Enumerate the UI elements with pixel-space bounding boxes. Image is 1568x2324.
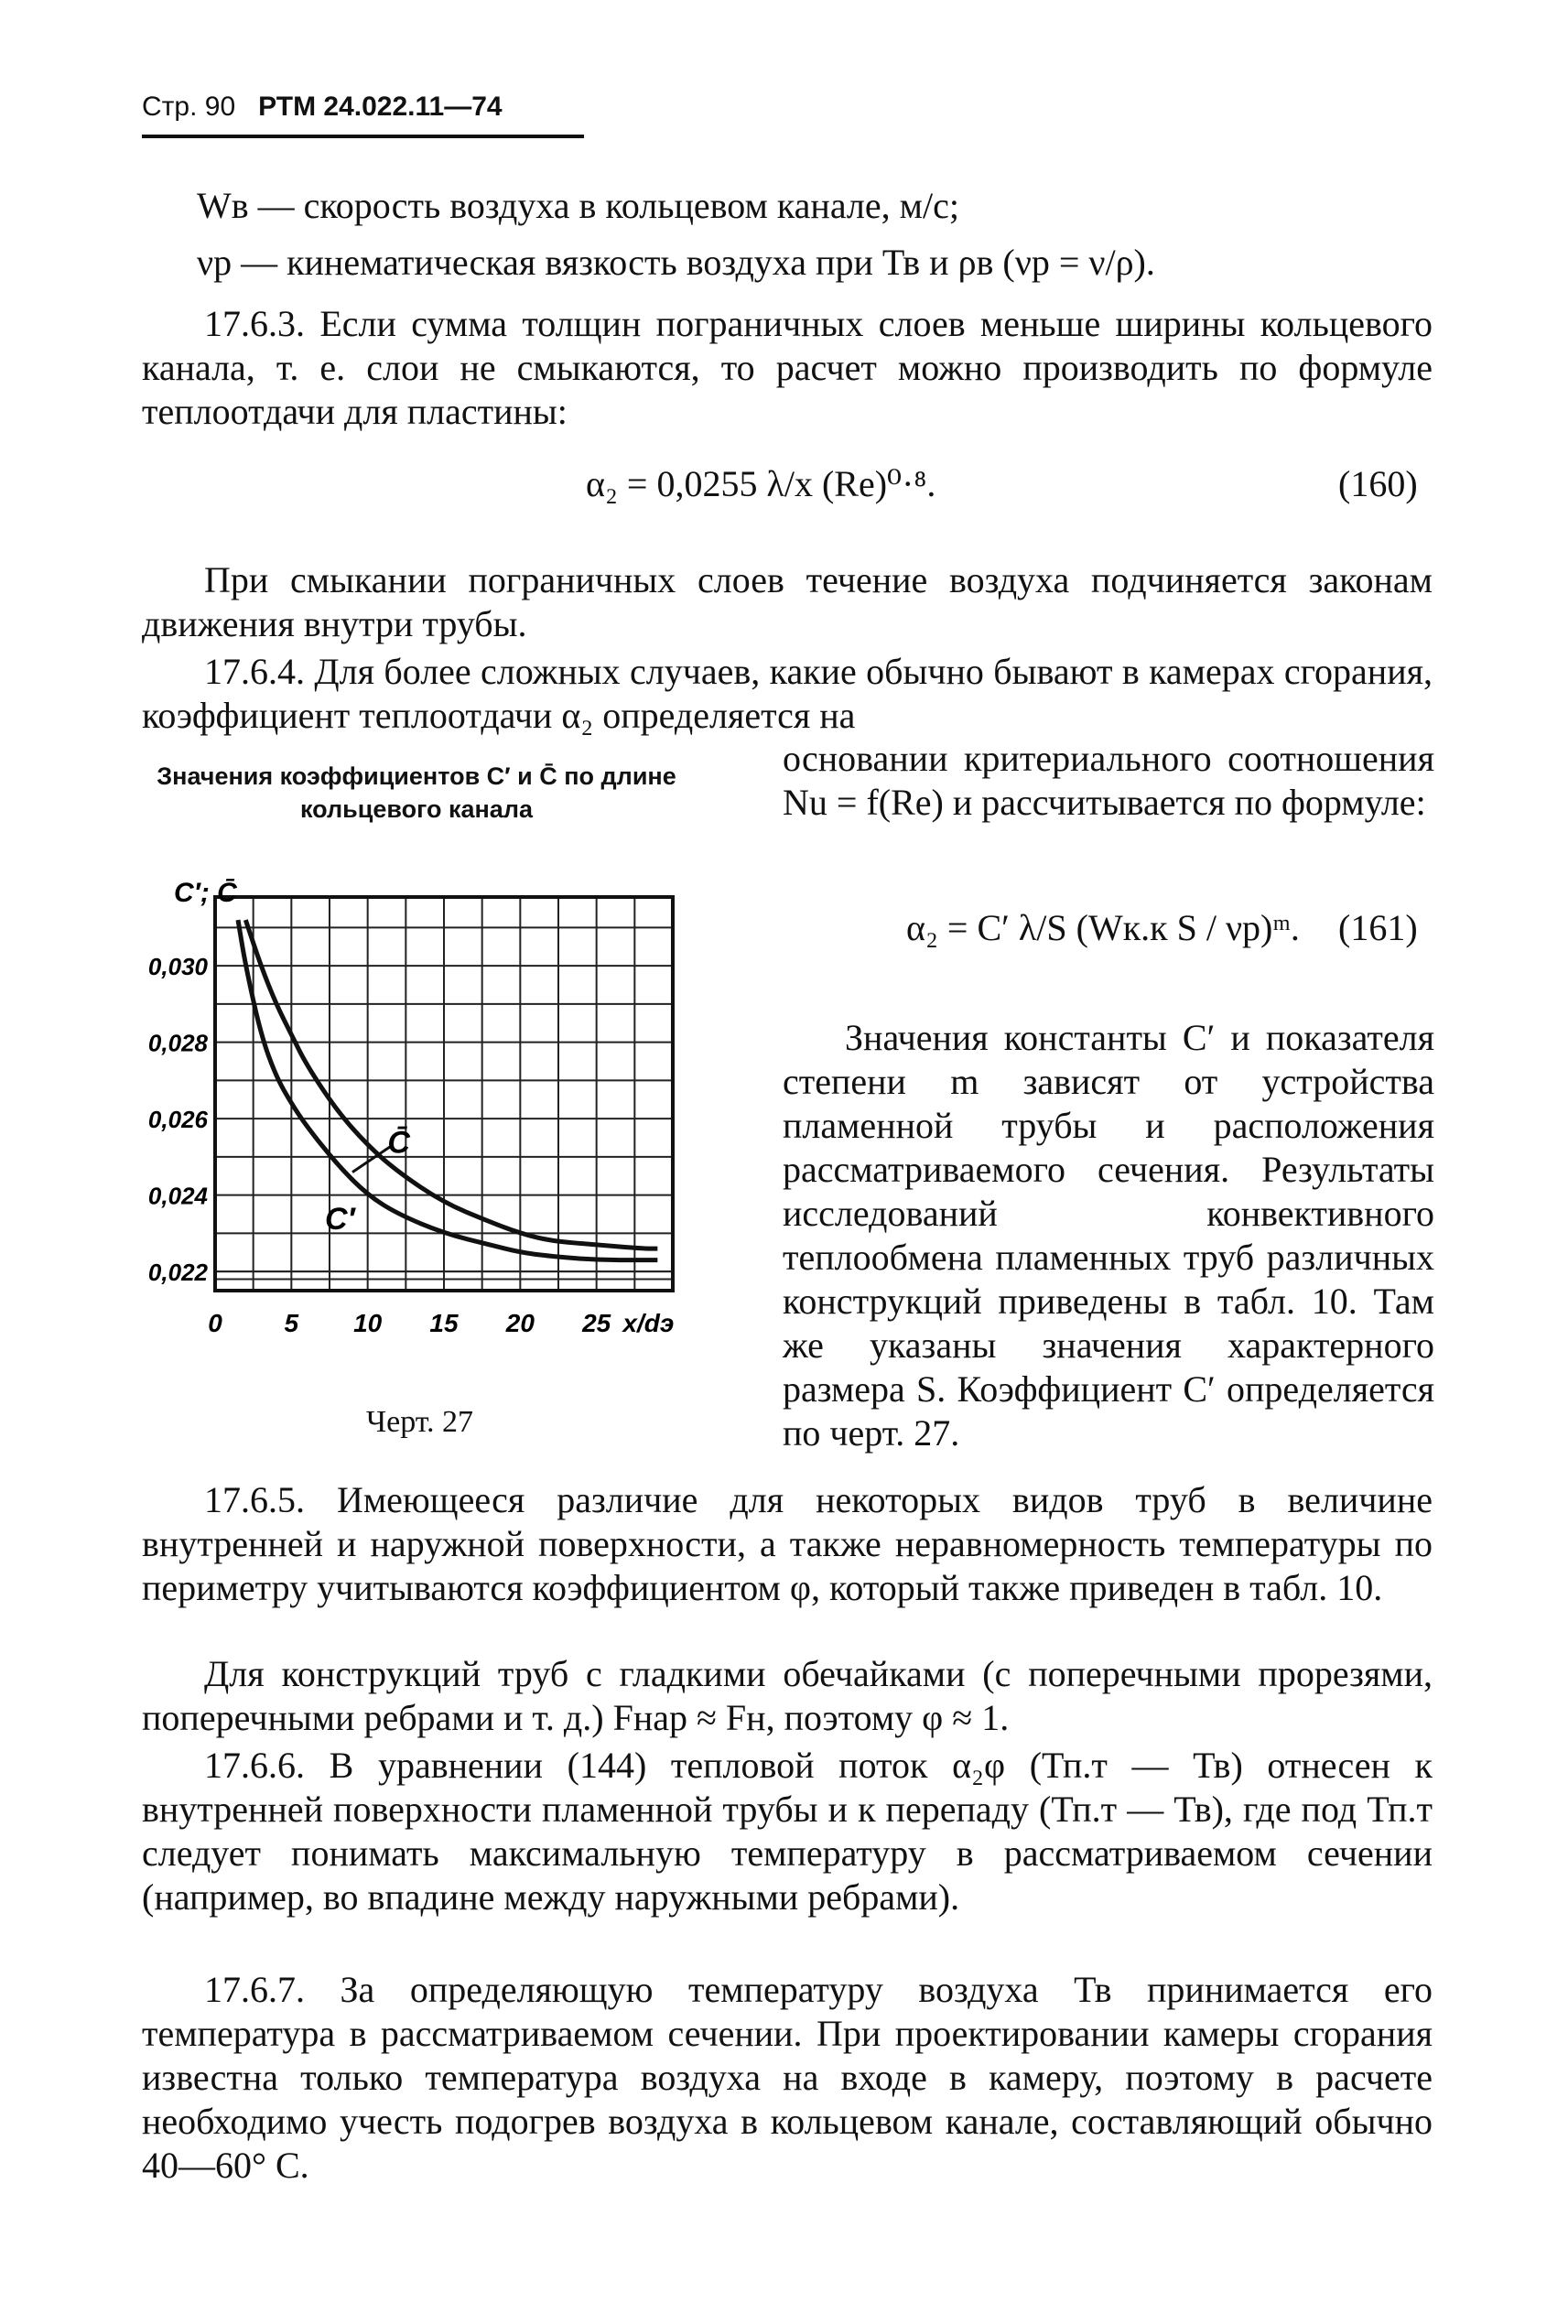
series-line-c-prime [238, 920, 657, 1260]
side-text-constants: Значения константы C′ и показателя степени m зависят от устройства пламенной трубы и расположения рассматриваемого сечения. Результаты исследований конвективного теплообмена пламенных труб различных конструкций приведены в табл. 10. Там же указаны значения характерного размера S. Коэффициент C′ определяется по черт. 27. [783, 1017, 1434, 1454]
paragraph-boundary-close: При смыкании пограничных слоев течение воздуха подчиняется законам движения внутри трубы. [142, 559, 1433, 644]
y-tick-label: 0,024 [147, 1182, 208, 1210]
page-number: Стр. 90 [142, 92, 236, 122]
equation-160-number: (160) [1338, 463, 1418, 504]
figure-caption: Значения коэффициентов C′ и C̄ по длине кольцевого канала [157, 762, 676, 823]
document-code: РТМ 24.022.11—74 [258, 92, 503, 122]
x-tick-label: 10 [353, 1309, 383, 1337]
y-axis-label: C′; C̄ [174, 878, 237, 908]
definition-wv: Wв — скорость воздуха в кольцевом канале, м/с; [197, 185, 959, 226]
page-header [142, 92, 503, 123]
x-tick-label: 25 [582, 1309, 611, 1337]
header-rule [142, 135, 584, 138]
curve-label-c-bar: C̄ [387, 1125, 410, 1161]
equation-160: α₂ = 0,0255 λ/x (Re)⁰·⁸. [586, 463, 936, 504]
figure-label: Черт. 27 [366, 1405, 474, 1439]
paragraph-17-6-6: 17.6.6. В уравнении (144) тепловой поток α₂φ (Тп.т — Тв) отнесен к внутренней поверхности пламенной трубы и к перепаду (Тп.т — Тв), где под Тп.т следует понимать максимальную температуру в рассматриваемом сечении (например, во впадине между наружными ребрами). [142, 1745, 1433, 1918]
y-tick-label: 0,030 [147, 953, 208, 981]
x-tick-label: 5 [284, 1309, 299, 1337]
paragraph-17-6-5: 17.6.5. Имеющееся различие для некоторых видов труб в величине внутренней и наружной поверхности, а также неравномерность температуры по периметру учитываются коэффициентом φ, который также приведен в табл. 10. [142, 1479, 1433, 1608]
paragraph-17-6-7: 17.6.7. За определяющую температуру воздуха Тв принимается его температура в рассматриваемом сечении. При проектировании камеры сгорания известна только температура воздуха на входе в камеру, поэтому в расчете необходимо учесть подогрев воздуха в кольцевом канале, составляющий обычно 40—60° С. [142, 1969, 1433, 2186]
paragraph-17-6-4: 17.6.4. Для более сложных случаев, какие обычно бывают в камерах сгорания, коэффициент теплоотдачи α₂ определяется на [142, 651, 1433, 736]
y-tick-label: 0,022 [147, 1259, 208, 1287]
y-tick-label: 0,026 [147, 1106, 208, 1134]
chart-lines [238, 920, 657, 1260]
x-tick-label: 0 [208, 1309, 222, 1337]
side-text-criteria: основании критериального соотношения Nu = f(Re) и рассчитывается по формуле: [783, 738, 1434, 823]
x-axis-label: x/dэ [622, 1309, 675, 1337]
equation-161: α₂ = C′ λ/S (Wк.к S / νр)ᵐ. [906, 907, 1300, 948]
curve-label-c-prime: C′ [325, 1202, 355, 1238]
chart-labels [148, 878, 674, 1337]
definition-nup: νр — кинематическая вязкость воздуха при Тв и ρв (νр = ν/ρ). [197, 242, 1155, 283]
chart-figure-27 [146, 842, 714, 1355]
y-tick-label: 0,028 [147, 1029, 208, 1057]
paragraph-17-6-3: 17.6.3. Если сумма толщин пограничных слоев меньше ширины кольцевого канала, т. е. слои не смыкаются, то расчет можно производить по формуле теплоотдачи для пластины: [142, 303, 1433, 432]
equation-161-number: (161) [1338, 907, 1418, 948]
x-tick-label: 15 [429, 1309, 459, 1337]
paragraph-smooth-shells: Для конструкций труб с гладкими обечайками (с поперечными прорезями, поперечными ребрами и т. д.) Fнар ≈ Fн, поэтому φ ≈ 1. [142, 1653, 1433, 1738]
x-tick-label: 20 [505, 1309, 535, 1337]
